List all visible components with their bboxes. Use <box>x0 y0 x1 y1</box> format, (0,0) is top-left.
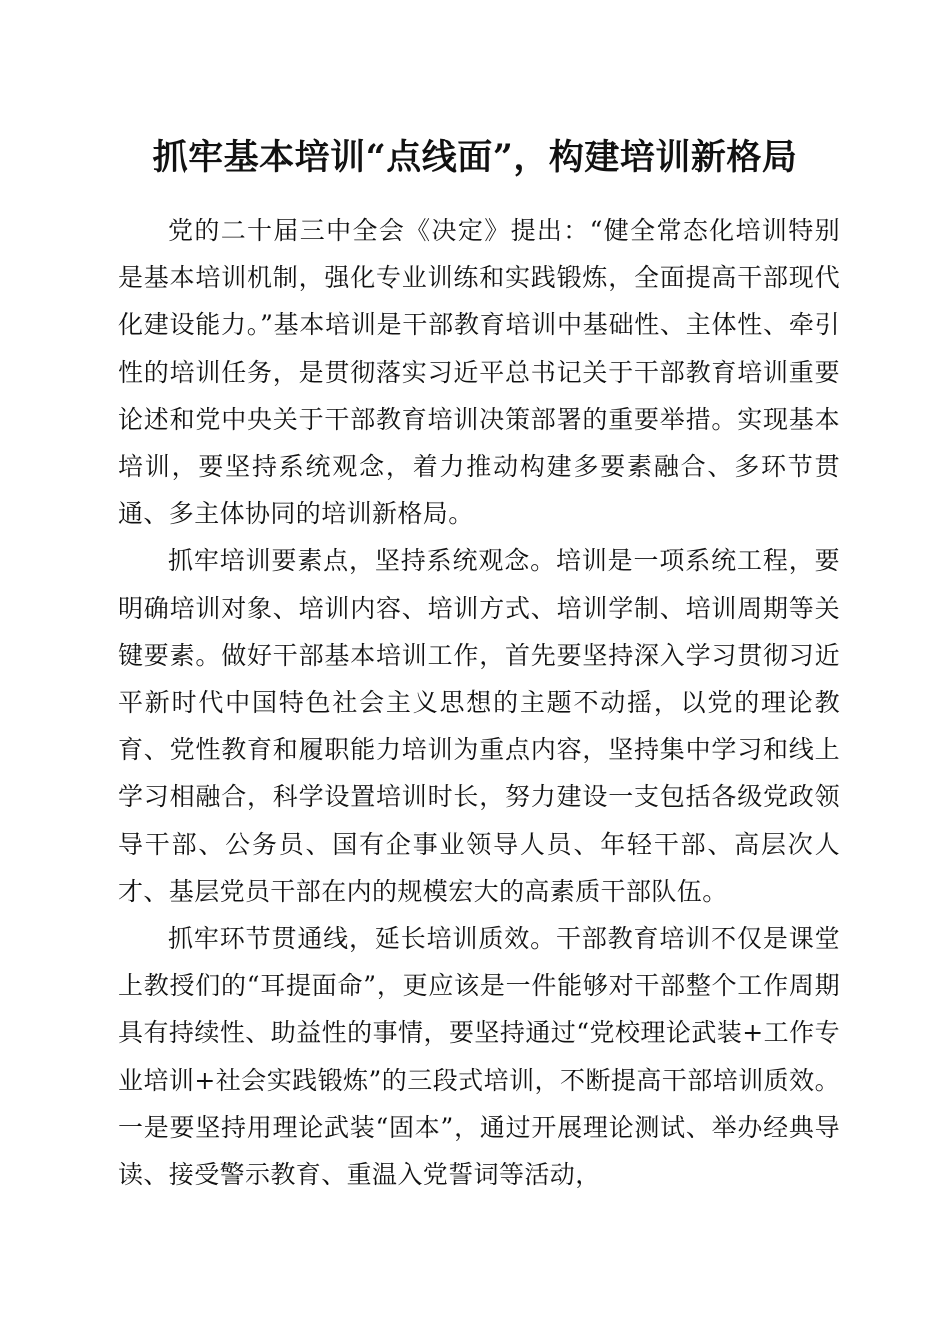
paragraph-training-stages: 抓牢环节贯通线，延长培训质效。干部教育培训不仅是课堂上教授们的“耳提面命”，更应该是一件能够对干部整个工作周期具有持续性、助益性的事情，要坚持通过“党校理论武装+工作专业培训+社会实践锻炼”的三段式培训，不断提高干部培训质效。一是要坚持用理论武装“固本”，通过开展理论测试、举办经典导读、接受警示教育、重温入党誓词等活动， <box>118 924 840 1190</box>
paragraph-intro: 党的二十届三中全会《决定》提出：“健全常态化培训特别是基本培训机制，强化专业训练和实践锻炼，全面提高干部现代化建设能力。”基本培训是干部教育培训中基础性、主体性、牵引性的培训任务，是贯彻落实习近平总书记关于干部教育培训重要论述和党中央关于干部教育培训决策部署的重要举措。实现基本培训，要坚持系统观念，着力推动构建多要素融合、多环节贯通、多主体协同的培训新格局。 <box>118 216 840 529</box>
document-body <box>118 207 840 1198</box>
document-title: 抓牢基本培训“点线面”，构建培训新格局 <box>152 137 798 178</box>
paragraph-training-elements: 抓牢培训要素点，坚持系统观念。培训是一项系统工程，要明确培训对象、培训内容、培训方式、培训学制、培训周期等关键要素。做好干部基本培训工作，首先要坚持深入学习贯彻习近平新时代中国特色社会主义思想的主题不动摇，以党的理论教育、党性教育和履职能力培训为重点内容，坚持集中学习和线上学习相融合，科学设置培训时长，努力建设一支包括各级党政领导干部、公务员、国有企事业领导人员、年轻干部、高层次人才、基层党员干部在内的规模宏大的高素质干部队伍。 <box>118 546 840 906</box>
